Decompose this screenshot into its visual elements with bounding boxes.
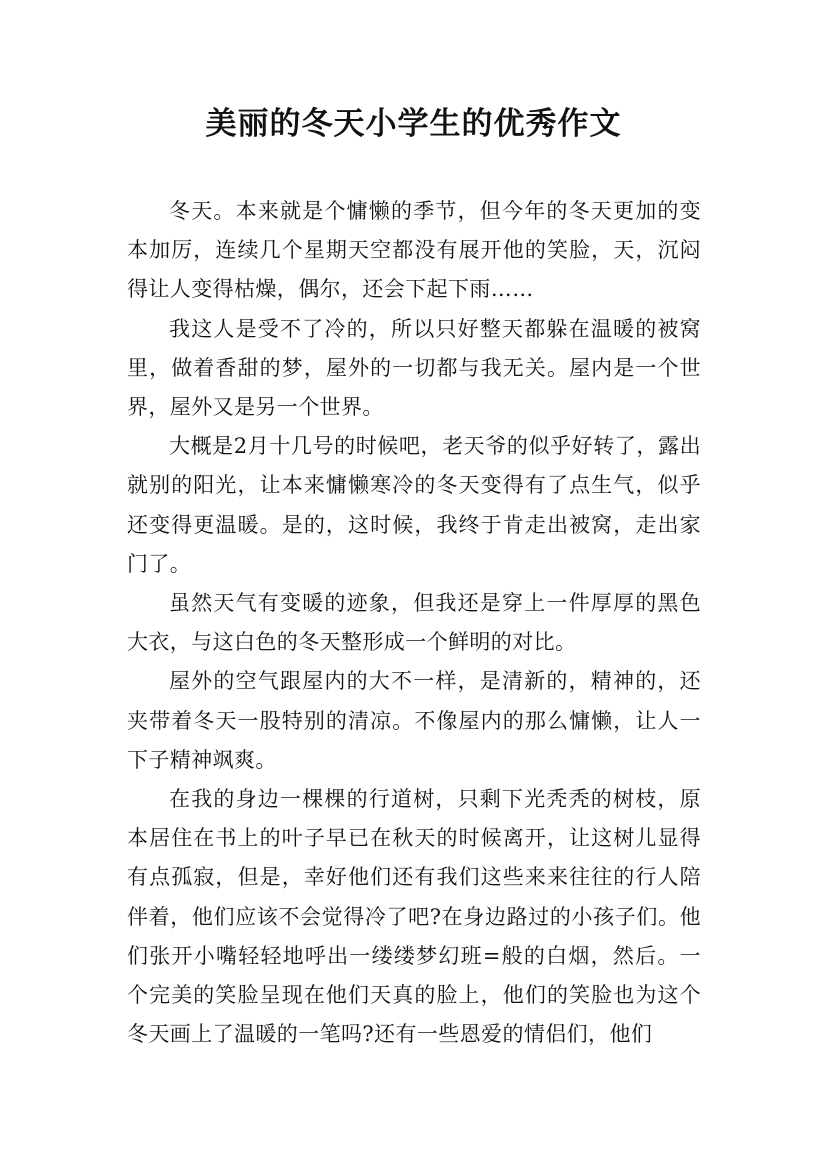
- paragraph-4: 虽然天气有变暖的迹象，但我还是穿上一件厚厚的黑色大衣，与这白色的冬天整形成一个鲜明的对比。: [127, 591, 701, 655]
- document-title: 美丽的冬天小学生的优秀作文: [205, 106, 622, 142]
- paragraph-6: 在我的身边一棵棵的行道树，只剩下光秃秃的树枝，原本居住在书上的叶子早已在秋天的时候离开，让这树儿显得有点孤寂，但是，幸好他们还有我们这些来来往往的行人陪伴着，他们应该不会觉得冷了吧?在身边路过的小孩子们。他们张开小嘴轻轻地呼出一缕缕梦幻班=般的白烟，然后。一个完美的笑脸呈现在他们天真的脸上，他们的笑脸也为这个冬天画上了温暖的一笔吗?还有一些恩爱的情侣们，他们: [127, 787, 701, 1047]
- document-body: [127, 192, 701, 1054]
- paragraph-1: 冬天。本来就是个慵懒的季节，但今年的冬天更加的变本加厉，连续几个星期天空都没有展开他的笑脸，天，沉闷得让人变得枯燥，偶尔，还会下起下雨……: [127, 199, 701, 302]
- paragraph-2: 我这人是受不了冷的，所以只好整天都躲在温暖的被窝里，做着香甜的梦，屋外的一切都与我无关。屋内是一个世界，屋外又是另一个世界。: [127, 316, 701, 420]
- paragraph-3: 大概是2月十几号的时候吧，老天爷的似乎好转了，露出就别的阳光，让本来慵懒寒冷的冬天变得有了点生气，似乎还变得更温暖。是的，这时候，我终于肯走出被窝，走出家门了。: [127, 434, 701, 576]
- paragraph-5: 屋外的空气跟屋内的大不一样，是清新的，精神的，还夹带着冬天一股特别的清凉。不像屋内的那么慵懒，让人一下子精神飒爽。: [127, 669, 701, 772]
